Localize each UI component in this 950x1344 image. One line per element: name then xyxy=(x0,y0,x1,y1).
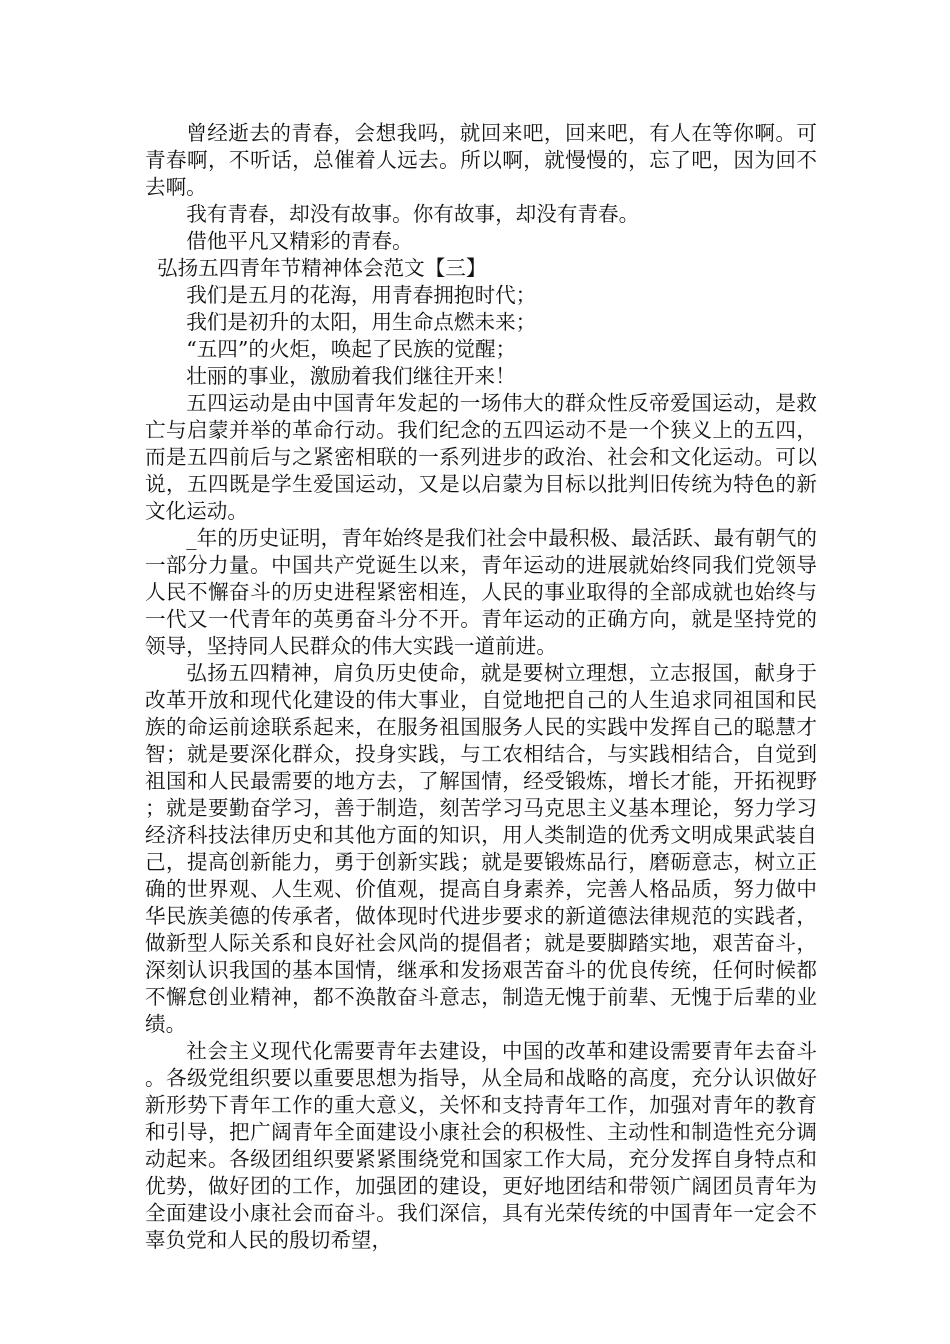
paragraph-borrow-youth: 借他平凡又精彩的青春。 xyxy=(186,229,413,253)
document-page xyxy=(145,120,817,1254)
poem-line-1: 我们是五月的花海，用青春拥抱时代； xyxy=(186,283,537,307)
paragraph-history-proves: _年的历史证明，青年始终是我们社会中最积极、最活跃、最有朝气的一部分力量。中国共产党诞生以来，青年运动的进展就始终同我们党领导人民不懈奋斗的历史进程紧密相连，人民的事业取得的全部成就也始终与一代又一代青年的英勇奋斗分不开。青年运动的正确方向，就是坚持党的领导，坚持同人民群众的伟大实践一道前进。 xyxy=(145,526,817,658)
poem-line-2: 我们是初升的太阳，用生命点燃未来； xyxy=(186,310,537,334)
paragraph-may-fourth-movement: 五四运动是由中国青年发起的一场伟大的群众性反帝爱国运动，是救亡与启蒙并举的革命行动。我们纪念的五四运动不是一个狭义上的五四，而是五四前后与之紧密相联的一系列进步的政治、社会和文化运动。可以说，五四既是学生爱国运动，又是以启蒙为目标以批判旧传统为特色的新文化运动。 xyxy=(145,391,817,523)
poem-line-4: 壮丽的事业，激励着我们继往开来！ xyxy=(186,364,516,388)
section-title: 弘扬五四青年节精神体会范文【三】 xyxy=(157,256,487,280)
paragraph-socialist-modernization: 社会主义现代化需要青年去建设，中国的改革和建设需要青年去奋斗。各级党组织要以重要思想为指导，从全局和战略的高度，充分认识做好新形势下青年工作的重大意义，关怀和支持青年工作，加强对青年的教育和引导，把广阔青年全面建设小康社会的积极性、主动性和制造性充分调动起来。各级团组织要紧紧围绕党和国家工作大局，充分发挥自身特点和优势，做好团的工作，加强团的建设，更好地团结和带领广阔团员青年为全面建设小康社会而奋斗。我们深信，具有光荣传统的中国青年一定会不辜负党和人民的殷切希望， xyxy=(145,1039,817,1252)
poem-line-3: “五四”的火炬，唤起了民族的觉醒； xyxy=(186,337,517,361)
paragraph-no-story: 我有青春，却没有故事。你有故事，却没有青春。 xyxy=(186,202,640,226)
paragraph-carry-forward-spirit: 弘扬五四精神，肩负历史使命，就是要树立理想，立志报国，献身于改革开放和现代化建设的伟大事业，自觉地把自己的人生追求同祖国和民族的命运前途联系起来，在服务祖国服务人民的实践中发挥自己的聪慧才智；就是要深化群众，投身实践，与工农相结合，与实践相结合，自觉到祖国和人民最需要的地方去，了解国情，经受锻炼，增长才能，开拓视野；就是要勤奋学习，善于制造，刻苦学习马克思主义基本理论，努力学习经济科技法律历史和其他方面的知识，用人类制造的优秀文明成果武装自己，提高创新能力，勇于创新实践；就是要锻炼品行，磨砺意志，树立正确的世界观、人生观、价值观，提高自身素养，完善人格品质，努力做中华民族美德的传承者，做体现时代进步要求的新道德法律规范的实践者，做新型人际关系和良好社会风尚的提倡者；就是要脚踏实地，艰苦奋斗，深刻认识我国的基本国情，继承和发扬艰苦奋斗的优良传统，任何时候都不懈怠创业精神，都不涣散奋斗意志，制造无愧于前辈、无愧于后辈的业绩。 xyxy=(145,661,817,1036)
paragraph-youth-memory: 曾经逝去的青春，会想我吗，就回来吧，回来吧，有人在等你啊。可青春啊，不听话，总催着人远去。所以啊，就慢慢的，忘了吧，因为回不去啊。 xyxy=(145,121,817,199)
